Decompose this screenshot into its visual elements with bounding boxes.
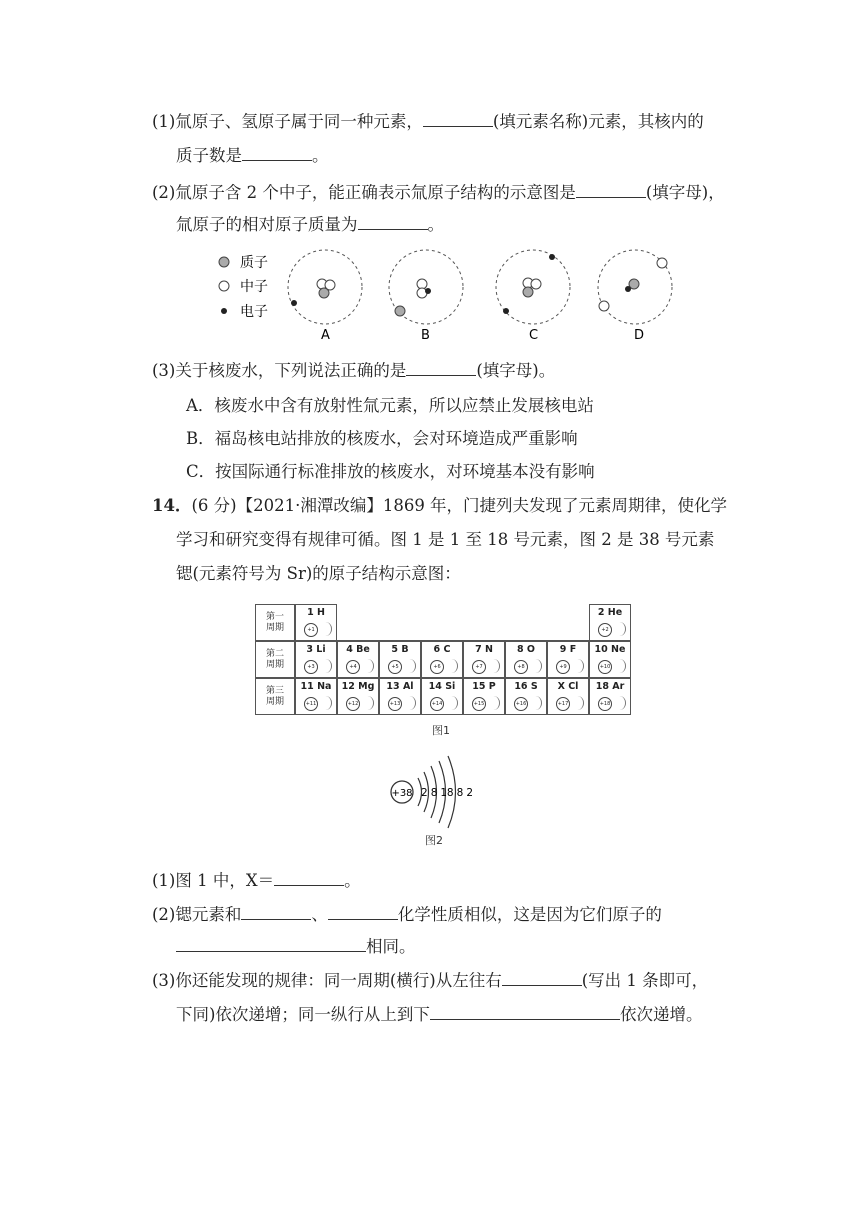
nucleus-icon: +14 [430, 697, 444, 711]
text: (6 分)【2021·湘潭改编】1869 年，门捷列夫发现了元素周期律，使化学 [191, 496, 728, 515]
shell-arc-icon [361, 659, 374, 673]
element-cell [505, 678, 547, 715]
nucleus-icon: +3 [304, 660, 318, 674]
q13-option-c: C．按国际通行标准排放的核废水，对环境基本没有影响 [186, 462, 595, 481]
text: 下同)依次递增；同一纵行从上到下 [176, 1005, 430, 1024]
element-cell [421, 678, 463, 715]
answer-blank[interactable] [502, 969, 582, 986]
element-label: 5 B [391, 644, 409, 655]
element-label: 10 Ne [594, 644, 626, 655]
proton-legend-icon [219, 257, 229, 267]
element-cell [589, 604, 631, 641]
period-header: 第三 周期 [255, 678, 295, 715]
element-cell [295, 604, 337, 641]
nucleus-icon: +8 [514, 660, 528, 674]
text: (2)锶元素和 [152, 905, 242, 924]
element-label: 15 P [472, 681, 496, 692]
q13-part1-line1 [152, 110, 704, 133]
q14-part3-line2 [176, 1003, 702, 1026]
period-header: 第二 周期 [255, 641, 295, 678]
element-cell [589, 678, 631, 715]
shell-arc-icon [613, 622, 626, 636]
element-label: 13 Al [386, 681, 414, 692]
nucleus-icon: +1 [304, 623, 318, 637]
answer-blank[interactable] [406, 359, 476, 376]
q13-part1-line2 [176, 144, 329, 167]
text: 。 [312, 146, 329, 165]
shell-arc-icon [613, 696, 626, 710]
q14-part2-line1 [152, 903, 662, 926]
period-header: 第一 周期 [255, 604, 295, 641]
text: 相同。 [366, 937, 416, 956]
element-cell [379, 641, 421, 678]
element-label: 6 C [433, 644, 451, 655]
text: (1)氚原子、氢原子属于同一种元素， [152, 112, 423, 131]
answer-blank[interactable] [576, 181, 646, 198]
element-label: 18 Ar [595, 681, 625, 692]
shell-arc-icon [529, 696, 542, 710]
element-label: 9 F [559, 644, 577, 655]
text: 。 [344, 871, 361, 890]
element-cell [463, 678, 505, 715]
nucleus-icon: +9 [556, 660, 570, 674]
shell-electrons: 2 8 18 8 2 [421, 787, 473, 799]
text: 、 [311, 905, 328, 924]
answer-blank[interactable] [242, 144, 312, 161]
element-cell [295, 678, 337, 715]
strontium-atom-structure [385, 752, 495, 832]
q14-intro-line2: 学习和研究变得有规律可循。图 1 是 1 至 18 号元素，图 2 是 38 号元素 [176, 530, 715, 549]
nucleus-icon: +5 [388, 660, 402, 674]
element-label: 7 N [475, 644, 493, 655]
figure1-caption: 图1 [432, 724, 450, 737]
legend-electron: 电子 [240, 304, 268, 320]
answer-blank[interactable] [430, 1003, 620, 1020]
element-label: 14 Si [428, 681, 456, 692]
label-d: D [634, 328, 645, 343]
element-cell [463, 641, 505, 678]
nucleus-icon: +10 [598, 660, 612, 674]
nucleus-icon: +11 [304, 697, 318, 711]
text: 质子数是 [176, 146, 242, 165]
shell-arc-icon [571, 696, 584, 710]
nucleus-icon: +18 [598, 697, 612, 711]
shell-arc-icon [445, 659, 458, 673]
element-cell [589, 641, 631, 678]
q14-part1 [152, 869, 361, 892]
label-c: C [529, 328, 539, 343]
atom-structure-diagrams [210, 240, 690, 350]
element-cell [295, 641, 337, 678]
q13-part2-line2 [176, 213, 444, 236]
text: (3)关于核废水，下列说法正确的是 [152, 361, 407, 380]
q14-part3-line1 [152, 969, 708, 992]
text: 。 [427, 215, 444, 234]
shell-arc-icon [529, 659, 542, 673]
q14-intro-line1 [152, 495, 727, 517]
text: (写出 1 条即可， [581, 971, 709, 990]
element-cell [379, 678, 421, 715]
electron-legend-icon [221, 308, 227, 314]
answer-blank[interactable] [176, 935, 366, 952]
text: 氚原子的相对原子质量为 [176, 215, 358, 234]
shell-arc-icon [571, 659, 584, 673]
q13-part2-line1 [152, 181, 725, 204]
neutron-legend-icon [219, 281, 229, 291]
text: (1)图 1 中，X＝ [152, 871, 275, 890]
element-label: 1 H [307, 607, 325, 618]
shell-arc-icon [613, 659, 626, 673]
element-label: 3 Li [306, 644, 326, 655]
legend-neutron: 中子 [240, 279, 268, 295]
figure2-caption: 图2 [425, 834, 443, 847]
diagram-a [288, 250, 362, 343]
q13-option-a: A．核废水中含有放射性氚元素，所以应禁止发展核电站 [186, 396, 594, 415]
nucleus-icon: +2 [598, 623, 612, 637]
label-b: B [421, 328, 430, 343]
shell-arc-icon [487, 696, 500, 710]
diagram-b [389, 250, 463, 343]
element-cell [547, 678, 589, 715]
element-label: 11 Na [300, 681, 332, 692]
label-a: A [321, 328, 330, 343]
shell-arc-icon [319, 659, 332, 673]
element-label: 8 O [517, 644, 535, 655]
empty-span [337, 604, 589, 641]
question-number: 14． [152, 496, 192, 515]
element-cell [337, 641, 379, 678]
shell-arc-icon [361, 696, 374, 710]
answer-blank[interactable] [423, 110, 493, 127]
nucleus-icon: +13 [388, 697, 402, 711]
text: (填字母)， [645, 183, 725, 202]
element-cell [421, 641, 463, 678]
nucleus-icon: +6 [430, 660, 444, 674]
diagram-d [598, 250, 672, 343]
shell-arc-icon [319, 622, 332, 636]
q13-part3 [152, 359, 555, 382]
shell-arc-icon [319, 696, 332, 710]
text: (填字母)。 [476, 361, 556, 380]
text: 化学性质相似，这是因为它们原子的 [397, 905, 662, 924]
shell-arc-icon [403, 696, 416, 710]
shell-arc-icon [445, 696, 458, 710]
element-cell [547, 641, 589, 678]
answer-blank[interactable] [274, 869, 344, 886]
diagram-c [496, 250, 570, 343]
element-label: 12 Mg [341, 681, 375, 692]
nucleus-icon: +4 [346, 660, 360, 674]
shell-arc-icon [487, 659, 500, 673]
nucleus-icon: +12 [346, 697, 360, 711]
shell-arc-icon [403, 659, 416, 673]
nucleus-icon: +17 [556, 697, 570, 711]
element-label: X Cl [557, 681, 579, 692]
nucleus-icon: +7 [472, 660, 486, 674]
element-cell [337, 678, 379, 715]
nucleus-icon: +15 [472, 697, 486, 711]
text: 依次递增。 [619, 1005, 703, 1024]
q13-option-b: B．福岛核电站排放的核废水，会对环境造成严重影响 [186, 429, 578, 448]
answer-blank[interactable] [241, 903, 311, 920]
legend-proton: 质子 [240, 255, 268, 271]
periodic-table [255, 604, 631, 715]
text: (填元素名称)元素，其核内的 [492, 112, 704, 131]
text: (3)你还能发现的规律：同一周期(横行)从左往右 [152, 971, 502, 990]
element-label: 16 S [514, 681, 538, 692]
q14-intro-line3: 锶(元素符号为 Sr)的原子结构示意图： [176, 564, 461, 583]
nucleus-label: +38 [391, 788, 413, 799]
element-label: 4 Be [346, 644, 370, 655]
nucleus-icon: +16 [514, 697, 528, 711]
answer-blank[interactable] [328, 903, 398, 920]
element-label: 2 He [597, 607, 623, 618]
element-cell [505, 641, 547, 678]
q14-part2-line2 [176, 935, 416, 958]
answer-blank[interactable] [358, 213, 428, 230]
text: (2)氚原子含 2 个中子，能正确表示氚原子结构的示意图是 [152, 183, 576, 202]
